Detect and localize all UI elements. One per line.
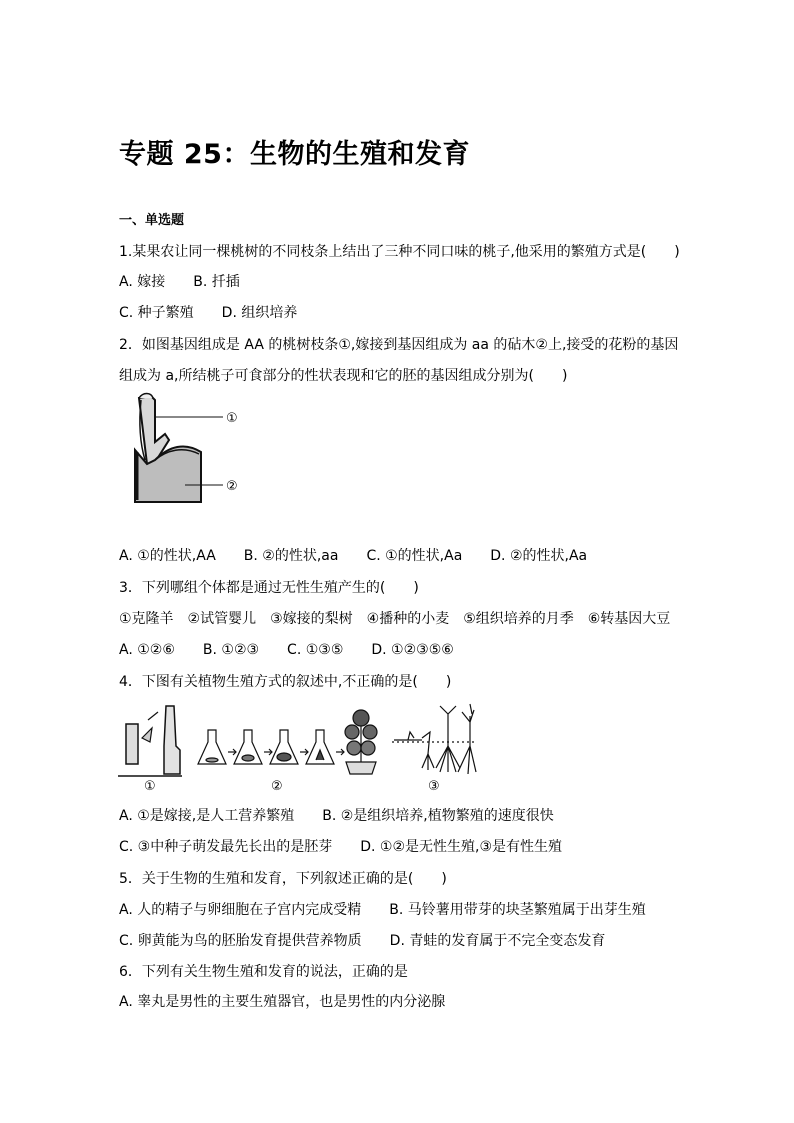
question-5-options-row-1: A. 人的精子与卵细胞在子宫内完成受精 B. 马铃薯用带芽的块茎繁殖属于出芽生殖 (119, 902, 646, 918)
grafting-panel-drawing (126, 706, 180, 774)
grafting-figure (125, 390, 260, 510)
question-3-items: ①克隆羊 ②试管婴儿 ③嫁接的梨树 ④播种的小麦 ⑤组织培养的月季 ⑥转基因大豆 (119, 611, 671, 627)
figure-label-1: ① (226, 411, 238, 426)
question-1-options-row-2: C. 种子繁殖 D. 组织培养 (119, 305, 298, 321)
section-heading: 一、单选题 (119, 213, 185, 228)
question-4-stem: 4．下图有关植物生殖方式的叙述中,不正确的是( ) (119, 674, 452, 690)
question-3-options: A. ①②⑥ B. ①②③ C. ①③⑤ D. ①②③⑤⑥ (119, 642, 454, 658)
question-5-options-row-2: C. 卵黄能为鸟的胚胎发育提供营养物质 D. 青蛙的发育属于不完全变态发育 (119, 933, 606, 949)
question-3-stem: 3．下列哪组个体都是通过无性生殖产生的( ) (119, 580, 419, 596)
figure-label-2: ② (226, 479, 238, 494)
seed-germination-panel-drawing (392, 704, 476, 774)
reproduction-methods-figure (118, 702, 478, 794)
figure-label-1: ① (144, 779, 156, 794)
question-1-stem: 1.某果农让同一棵桃树的不同枝条上结出了三种不同口味的桃子,他采用的繁殖方式是( ) (119, 244, 680, 260)
question-5-stem: 5．关于生物的生殖和发育，下列叙述正确的是( ) (119, 871, 447, 887)
page-title: 专题 25：生物的生殖和发育 (119, 139, 470, 170)
question-2-options: A. ①的性状,AA B. ②的性状,aa C. ①的性状,Aa D. ②的性状,Aa (119, 548, 588, 564)
question-4-options-row-1: A. ①是嫁接,是人工营养繁殖 B. ②是组织培养,植物繁殖的速度很快 (119, 808, 554, 824)
question-6-stem: 6．下列有关生物生殖和发育的说法，正确的是 (119, 964, 408, 980)
figure-label-2: ② (271, 779, 283, 794)
question-2-stem-line-2: 组成为 a,所结桃子可食部分的性状表现和它的胚的基因组成分别为( ) (119, 368, 568, 384)
figure-label-3: ③ (428, 779, 440, 794)
question-6-option-a: A. 睾丸是男性的主要生殖器官，也是男性的内分泌腺 (119, 994, 446, 1010)
question-1-options-row-1: A. 嫁接 B. 扦插 (119, 274, 240, 290)
question-2-stem-line-1: 2．如图基因组成是 AA 的桃树枝条①,嫁接到基因组成为 aa 的砧木②上,接受的花粉的基因 (119, 337, 679, 353)
question-4-options-row-2: C. ③中种子萌发最先长出的是胚芽 D. ①②是无性生殖,③是有性生殖 (119, 839, 563, 855)
tissue-culture-panel-drawing (198, 710, 377, 774)
